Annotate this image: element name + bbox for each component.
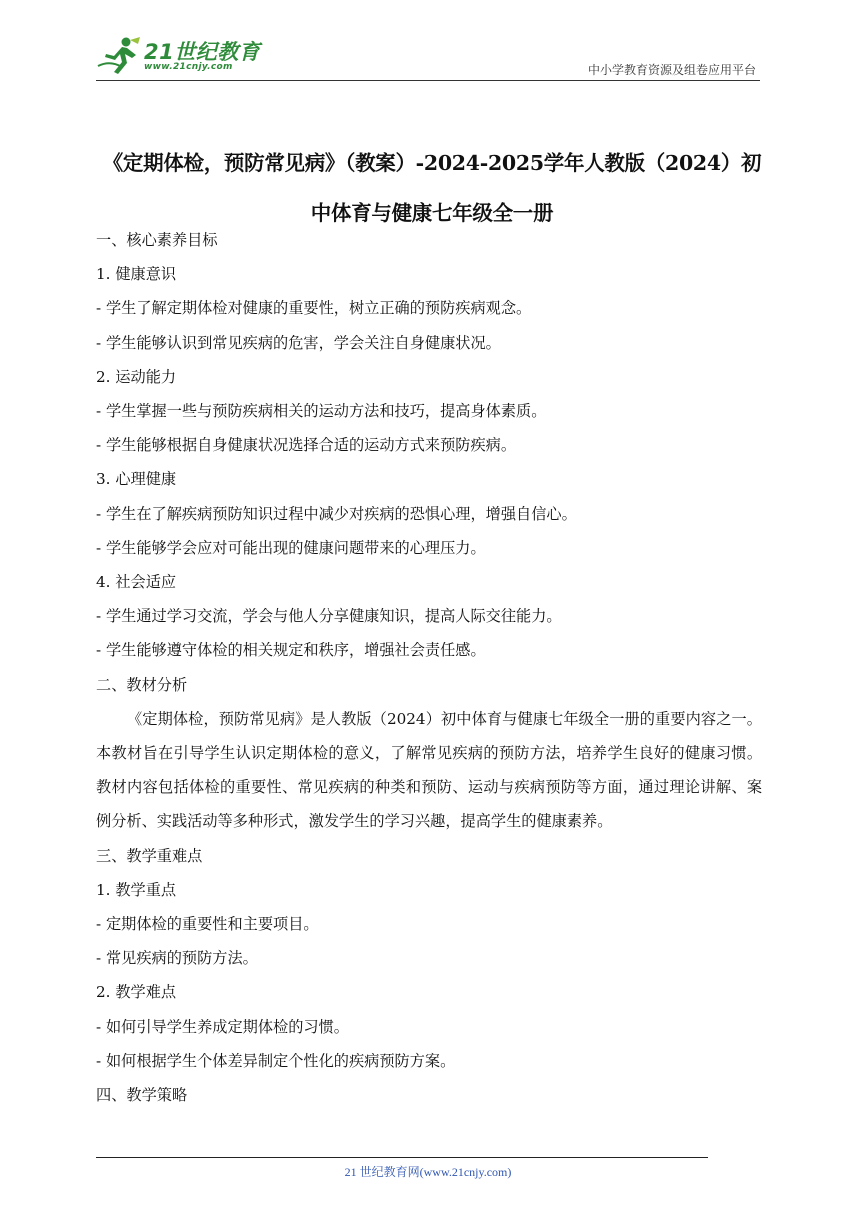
footer-divider (96, 1157, 708, 1158)
list-item: - 常见疾病的预防方法。 (96, 949, 258, 968)
document-body (96, 223, 762, 1112)
list-item: - 如何根据学生个体差异制定个性化的疾病预防方案。 (96, 1051, 456, 1070)
logo-url: www.21cnjy.com (144, 62, 233, 72)
list-item: - 如何引导学生养成定期体检的习惯。 (96, 1017, 349, 1036)
subsection-heading: 1. 教学重点 (96, 880, 177, 899)
section-heading: 一、核心素养目标 (96, 231, 218, 249)
section-heading: 四、教学策略 (96, 1086, 188, 1105)
site-logo[interactable] (96, 34, 266, 78)
runner-logo-icon (96, 36, 142, 76)
list-item: - 学生了解定期体检对健康的重要性，树立正确的预防疾病观念。 (96, 299, 532, 318)
list-item: - 学生能够根据自身健康状况选择合适的运动方式来预防疾病。 (96, 436, 517, 455)
section-heading: 三、教学重难点 (96, 846, 203, 865)
textbook-analysis-paragraph: 《定期体检，预防常见病》是人教版（2024）初中体育与健康七年级全一册的重要内容之一。本教材旨在引导学生认识定期体检的意义，了解常见疾病的预防方法，培养学生良好的健康习惯。教材内容包括体检的重要性、常见疾病的种类和预防、运动与疾病预防等方面，通过理论讲解、案例分析、实践活动等多种形式，激发学生的学习兴趣，提高学生的健康素养。 (96, 709, 762, 831)
logo-text: 21世纪教育 (144, 40, 261, 64)
list-item: - 学生掌握一些与预防疾病相关的运动方法和技巧，提高身体素质。 (96, 402, 547, 421)
subsection-heading: 2. 教学难点 (96, 983, 177, 1002)
list-item: - 学生通过学习交流，学会与他人分享健康知识，提高人际交往能力。 (96, 607, 562, 626)
platform-name: 中小学教育资源及组卷应用平台 (587, 63, 756, 77)
list-item: - 学生在了解疾病预防知识过程中减少对疾病的恐惧心理，增强自信心。 (96, 504, 577, 523)
subsection-heading: 1. 健康意识 (96, 265, 177, 284)
document-title: 《定期体检，预防常见病》（教案）-2024-2025学年人教版（2024）初中体育与健康七年级全一册 (102, 151, 762, 225)
page-header (96, 34, 760, 81)
section-heading: 二、教材分析 (96, 675, 188, 694)
footer-link[interactable]: 21 世纪教育网(www.21cnjy.com) (344, 1165, 512, 1179)
list-item: - 学生能够遵守体检的相关规定和秩序，增强社会责任感。 (96, 641, 486, 660)
subsection-heading: 3. 心理健康 (96, 470, 177, 489)
list-item: - 定期体检的重要性和主要项目。 (96, 915, 319, 934)
list-item: - 学生能够学会应对可能出现的健康问题带来的心理压力。 (96, 538, 486, 557)
subsection-heading: 4. 社会适应 (96, 573, 177, 592)
list-item: - 学生能够认识到常见疾病的危害，学会关注自身健康状况。 (96, 333, 501, 352)
subsection-heading: 2. 运动能力 (96, 367, 177, 386)
